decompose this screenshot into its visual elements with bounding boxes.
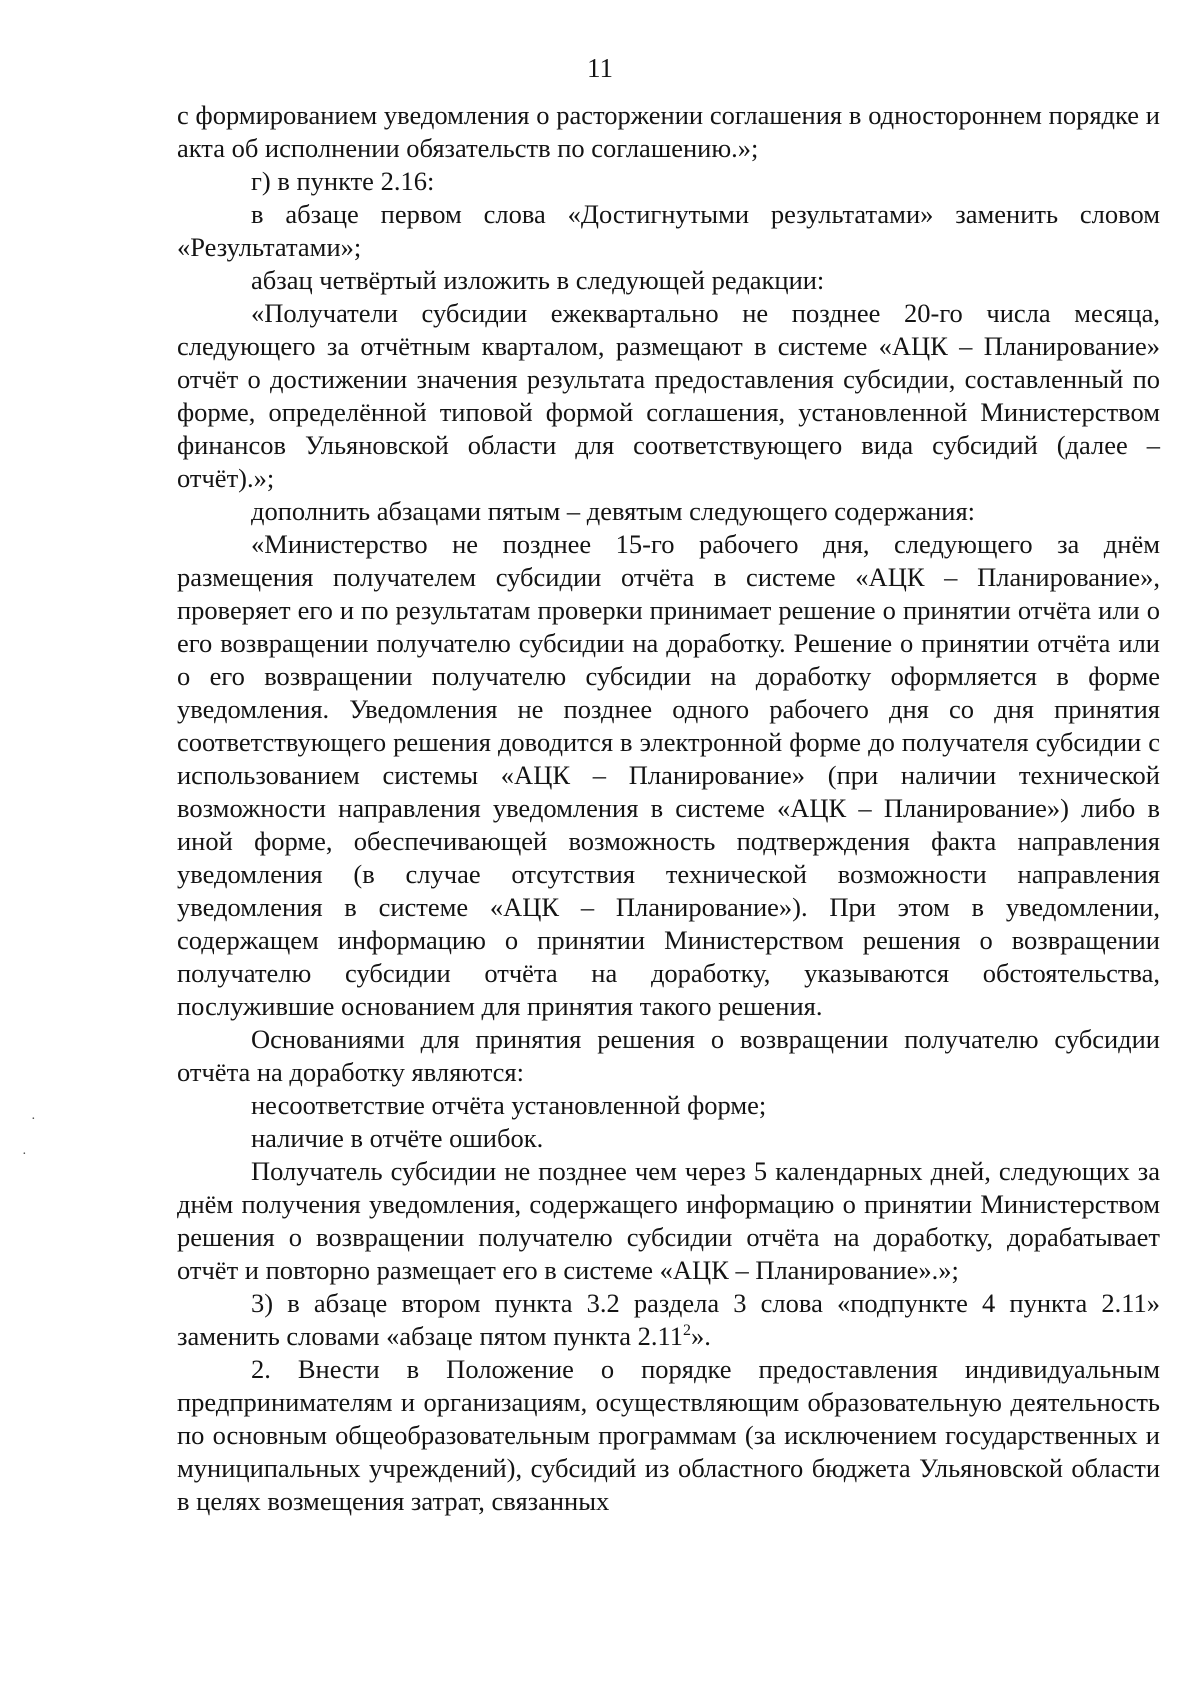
paragraph-quote-ministry: «Министерство не позднее 15-го рабочего дня, следующего за днём размещения получателем субсидии отчёта в системе «АЦК – Планирование», проверяет его и по результатам проверки принимает решение о принятии отчёта или о его возвращении получателю субсидии на доработку. Решение о принятии отчёта или о его возвращении получателю субсидии на доработку оформляется в форме уведомления. Уведомления не позднее одного рабочего дня со дня принятия соответствующего решения доводится в электронной форме до получателя субсидии с использованием системы «АЦК – Планирование» (при наличии технической возможности направления уведомления в системе «АЦК – Планирование») либо в иной форме, обеспечивающей возможность подтверждения факта направления уведомления (в случае отсутствия технической возможности направления уведомления в системе «АЦК – Планирование»). При этом в уведомлении, содержащем информацию о принятии Министерством решения о возвращении получателю субсидии отчёта на доработку, указываются обстоятельства, послужившие основанием для принятия такого решения. [177,529,1160,1021]
paragraph-recipient-deadline: Получатель субсидии не позднее чем через 5 календарных дней, следующих за днём получения уведомления, содержащего информацию о принятии Министерством решения о возвращении получателю субсидии отчёта на доработку, дорабатывает отчёт и повторно размещает его в системе «АЦК – Планирование».»; [177,1156,1160,1285]
paragraph-item-3-text: 3) в абзаце втором пункта 3.2 раздела 3 слова «подпункте 4 пункта 2.11» заменить словами «абзаце пятом пункта 2.11 [177,1288,1160,1351]
paragraph-continuation: с формированием уведомления о расторжении соглашения в одностороннем порядке и акта об исполнении обязательств по соглашению.»; [177,100,1160,163]
scan-speck: · [22,1147,27,1162]
paragraph-quote-recipients: «Получатели субсидии ежеквартально не позднее 20-го числа месяца, следующего за отчётным кварталом, размещают в системе «АЦК – Планирование» отчёт о достижении значения результата предоставления субсидии, составленный по форме, определённой типовой формой соглашения, установленной Министерством финансов Ульяновской области для соответствующего вида субсидий (далее – отчёт).»; [177,298,1160,493]
paragraph-item-2: 2. Внести в Положение о порядке предоставления индивидуальным предпринимателям и организациям, осуществляющим образовательную деятельность по основным общеобразовательным программам (за исключением государственных и муниципальных учреждений), субсидий из областного бюджета Ульяновской области в целях возмещения затрат, связанных [177,1354,1160,1516]
paragraph-item-3 [177,1287,1160,1353]
scan-speck: · [31,1112,36,1127]
paragraph-ground-1: несоответствие отчёта установленной форме; [251,1090,767,1120]
paragraph-grounds: Основаниями для принятия решения о возвращении получателю субсидии отчёта на доработку являются: [177,1024,1160,1087]
paragraph-abzac-fourth: абзац четвёртый изложить в следующей редакции: [251,265,825,295]
paragraph-item-3-end: ». [691,1321,711,1351]
paragraph-add-abzacs: дополнить абзацами пятым – девятым следующего содержания: [251,496,976,526]
document-body [177,99,1160,1518]
page-number: 11 [587,53,613,83]
paragraph-subitem-g: г) в пункте 2.16: [251,166,435,196]
paragraph-abzac-first: в абзаце первом слова «Достигнутыми результатами» заменить словом «Результатами»; [177,199,1160,262]
superscript: 2 [683,1322,692,1340]
paragraph-ground-2: наличие в отчёте ошибок. [251,1123,544,1153]
